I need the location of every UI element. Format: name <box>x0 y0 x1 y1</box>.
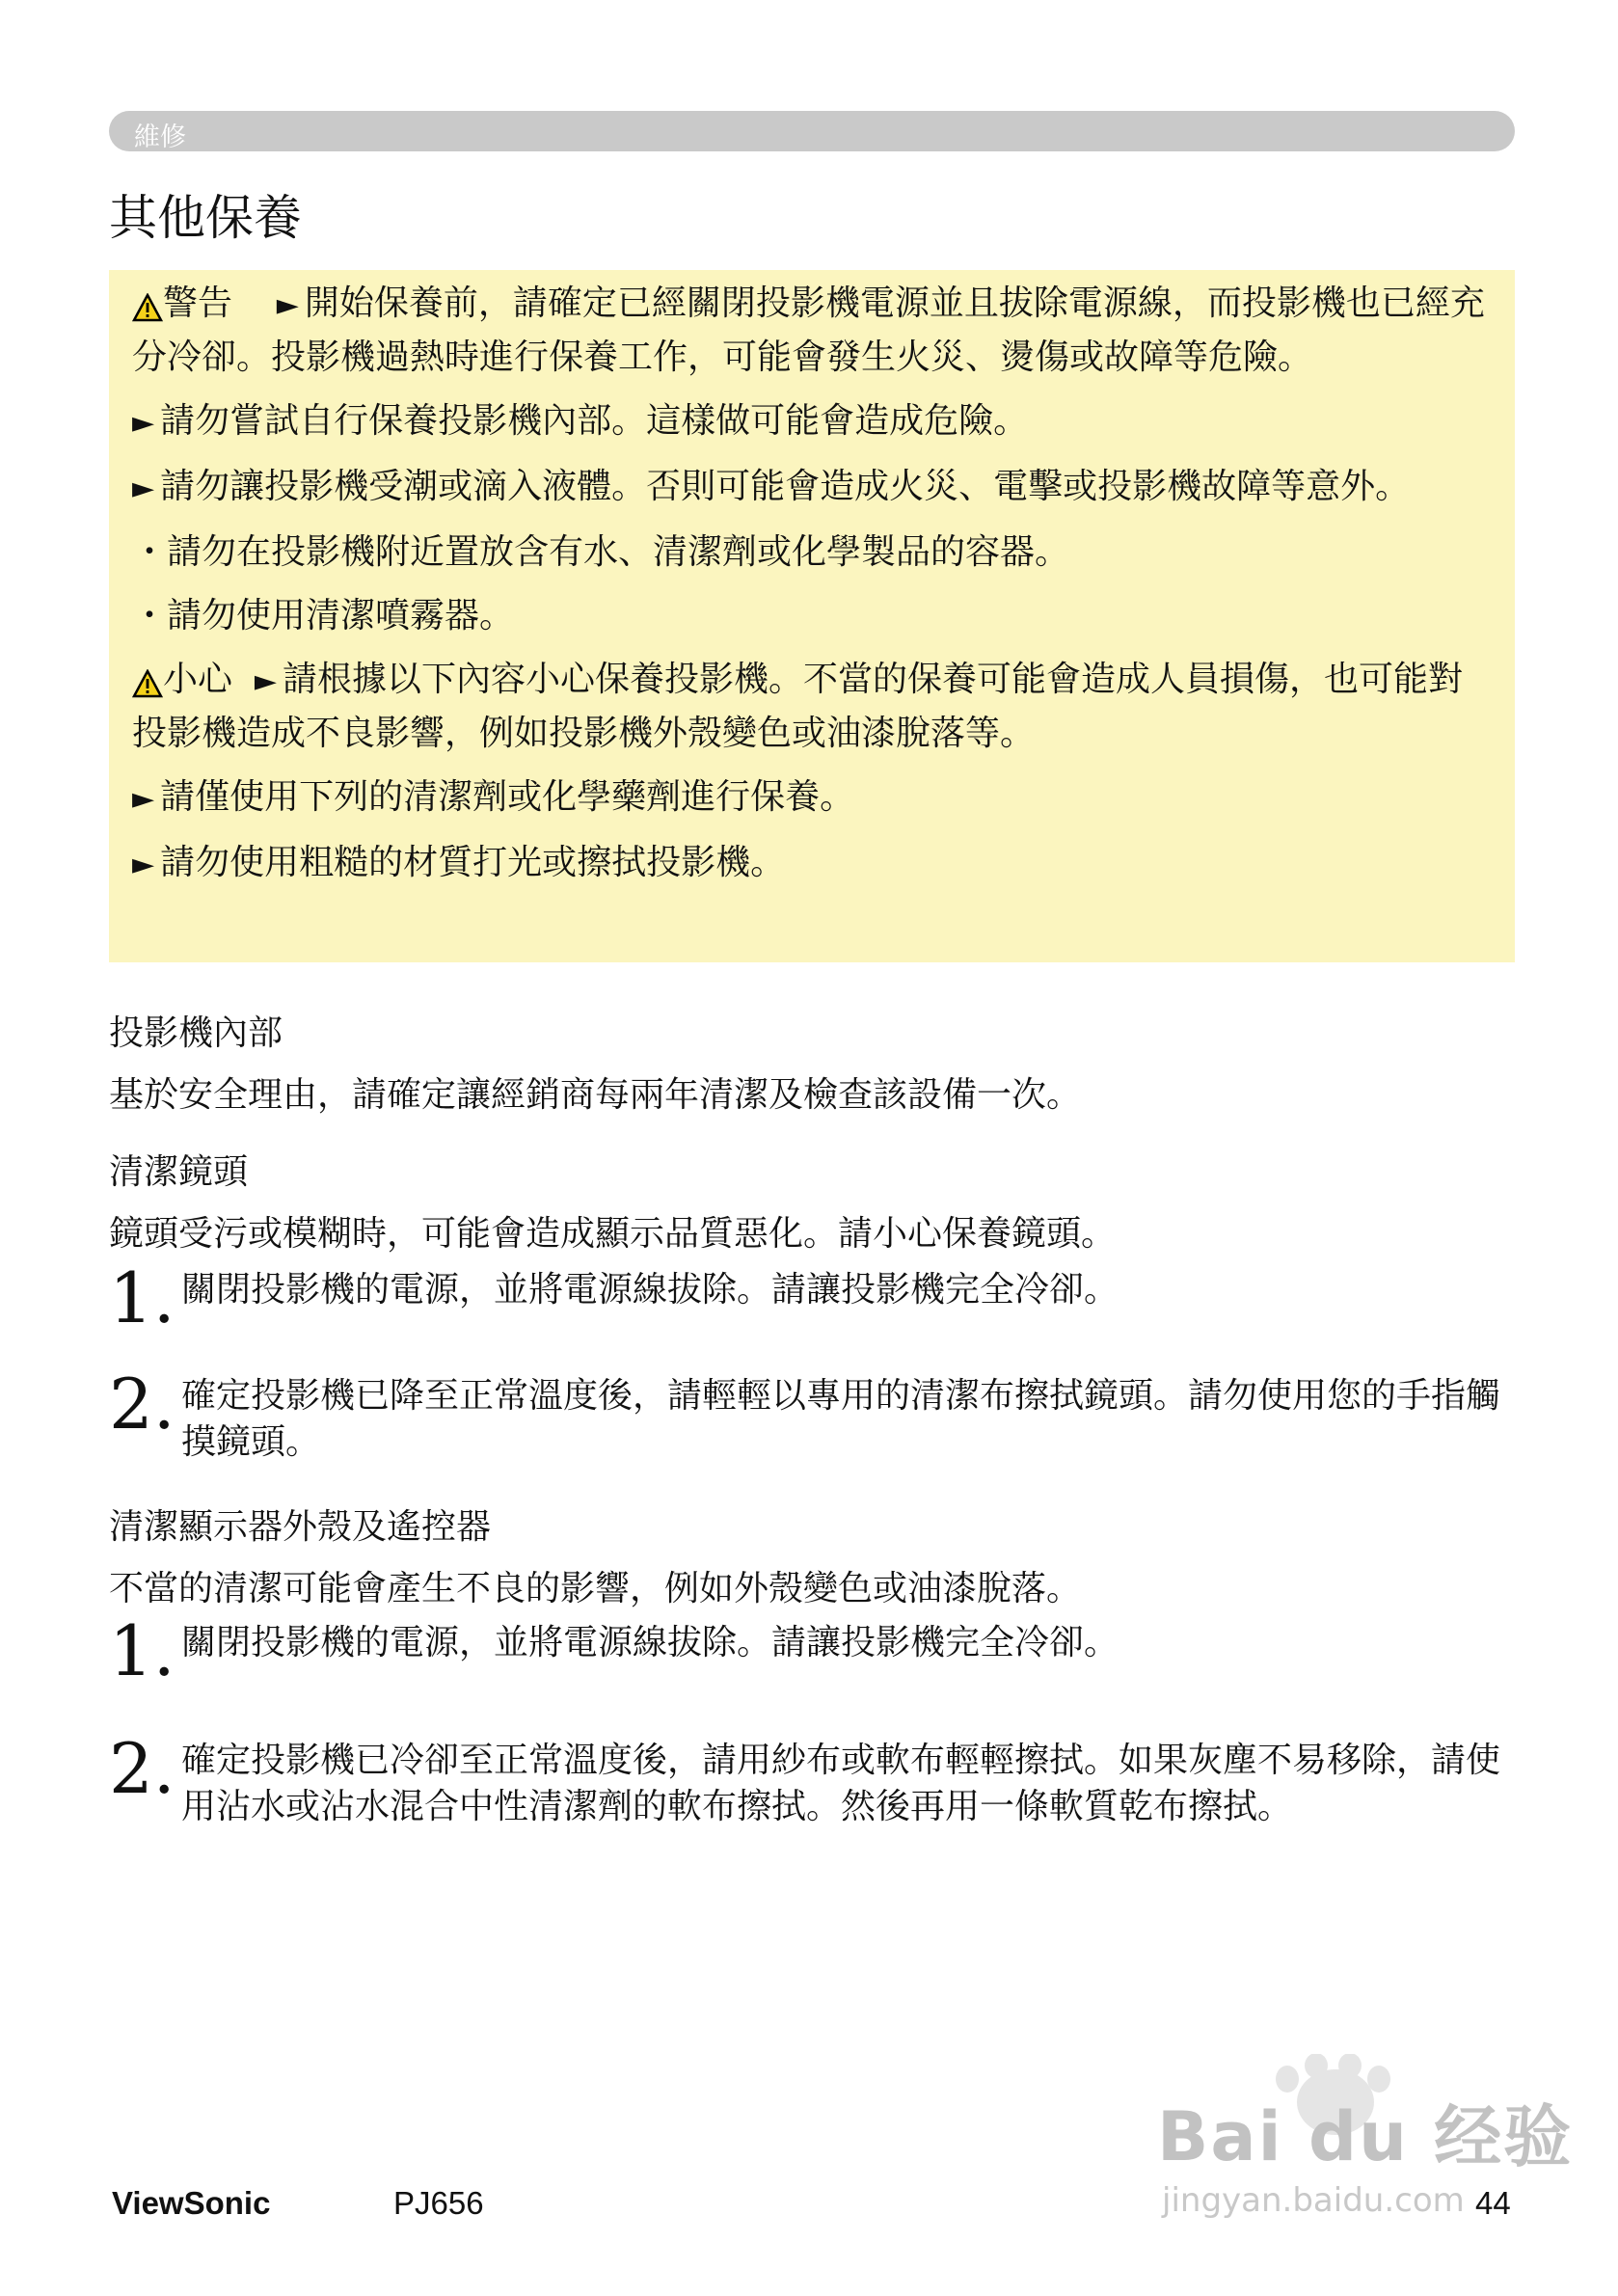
warning-item: ► 請勿嘗試自行保養投影機內部。這樣做可能會造成危險。 <box>132 395 1494 449</box>
caution-item: ► 請僅使用下列的清潔劑或化學藥劑進行保養。 <box>132 771 1494 825</box>
watermark-brand: Bai du 经验 <box>1157 2097 1574 2176</box>
caution-label: 小心 <box>163 660 233 699</box>
step-number: 1. <box>109 1610 175 1691</box>
watermark-url: jingyan.baidu.com <box>1162 2181 1465 2220</box>
page-number: 44 <box>1475 2185 1511 2221</box>
step-text: 確定投影機已冷卻至正常溫度後，請用紗布或軟布輕輕擦拭。如果灰塵不易移除，請使用沾水或沾水混合中性清潔劑的軟布擦拭。然後再用一條軟質乾布擦拭。 <box>181 1741 1501 1826</box>
warning-box <box>109 270 1515 962</box>
caution-item: ► 請勿使用粗糙的材質打光或擦拭投影機。 <box>132 837 1494 891</box>
section-header-label: 維修 <box>134 122 186 152</box>
warning-item: ► 請勿讓投影機受潮或滴入液體。否則可能會造成火災、電擊或投影機故障等意外。 <box>132 461 1494 515</box>
step-text: 關閉投影機的電源，並將電源線拔除。請讓投影機完全冷卻。 <box>181 1623 1119 1662</box>
warning-bullet: ・請勿使用清潔噴霧器。 <box>132 596 515 635</box>
cabinet-text: 不當的清潔可能會產生不良的影響，例如外殼變色或油漆脫落。 <box>109 1569 1082 1608</box>
arrow-icon: ► <box>132 782 155 816</box>
page-title: 其他保養 <box>109 190 302 246</box>
arrow-icon: ► <box>132 406 155 440</box>
inside-section <box>109 1009 1517 1121</box>
arrow-icon: ► <box>254 664 277 698</box>
caution-paragraph <box>132 654 1494 760</box>
warning-label: 警告 <box>163 284 233 323</box>
footer-brand: ViewSonic <box>112 2185 271 2221</box>
warning-paragraph <box>132 278 1494 384</box>
inside-title: 投影機內部 <box>109 1013 283 1053</box>
lens-text: 鏡頭受污或模糊時，可能會造成顯示品質惡化。請小心保養鏡頭。 <box>109 1214 1117 1254</box>
caution-triangle-icon <box>132 656 163 708</box>
step-number: 1. <box>109 1257 175 1338</box>
lens-title: 清潔鏡頭 <box>109 1152 249 1192</box>
inside-text: 基於安全理由，請確定讓經銷商每兩年清潔及檢查該設備一次。 <box>109 1075 1082 1115</box>
arrow-icon: ► <box>132 848 155 881</box>
section-header-bar <box>109 111 1515 151</box>
cabinet-title: 清潔顯示器外殼及遙控器 <box>109 1507 492 1547</box>
step-text: 確定投影機已降至正常溫度後，請輕輕以專用的清潔布擦拭鏡頭。請勿使用您的手指觸摸鏡頭。 <box>181 1376 1501 1462</box>
warning-triangle-icon <box>132 280 163 332</box>
lens-section <box>109 1148 1517 1259</box>
cabinet-section <box>109 1502 1517 1614</box>
warning-bullet: ・請勿在投影機附近置放含有水、清潔劑或化學製品的容器。 <box>132 532 1070 572</box>
step-number: 2. <box>109 1364 175 1445</box>
caution-text: 請根據以下內容小心保養投影機。不當的保養可能會造成人員損傷，也可能對投影機造成不良影響，例如投影機外殼變色或油漆脫落等。 <box>132 660 1463 753</box>
step-text: 關閉投影機的電源，並將電源線拔除。請讓投影機完全冷卻。 <box>181 1270 1119 1310</box>
arrow-icon: ► <box>276 288 299 322</box>
footer-model: PJ656 <box>393 2185 484 2221</box>
warning-text: 開始保養前，請確定已經關閉投影機電源並且拔除電源線，而投影機也已經充分冷卻。投影機過熱時進行保養工作，可能會發生火災、燙傷或故障等危險。 <box>132 284 1485 377</box>
arrow-icon: ► <box>132 472 155 505</box>
step-number: 2. <box>109 1728 175 1809</box>
